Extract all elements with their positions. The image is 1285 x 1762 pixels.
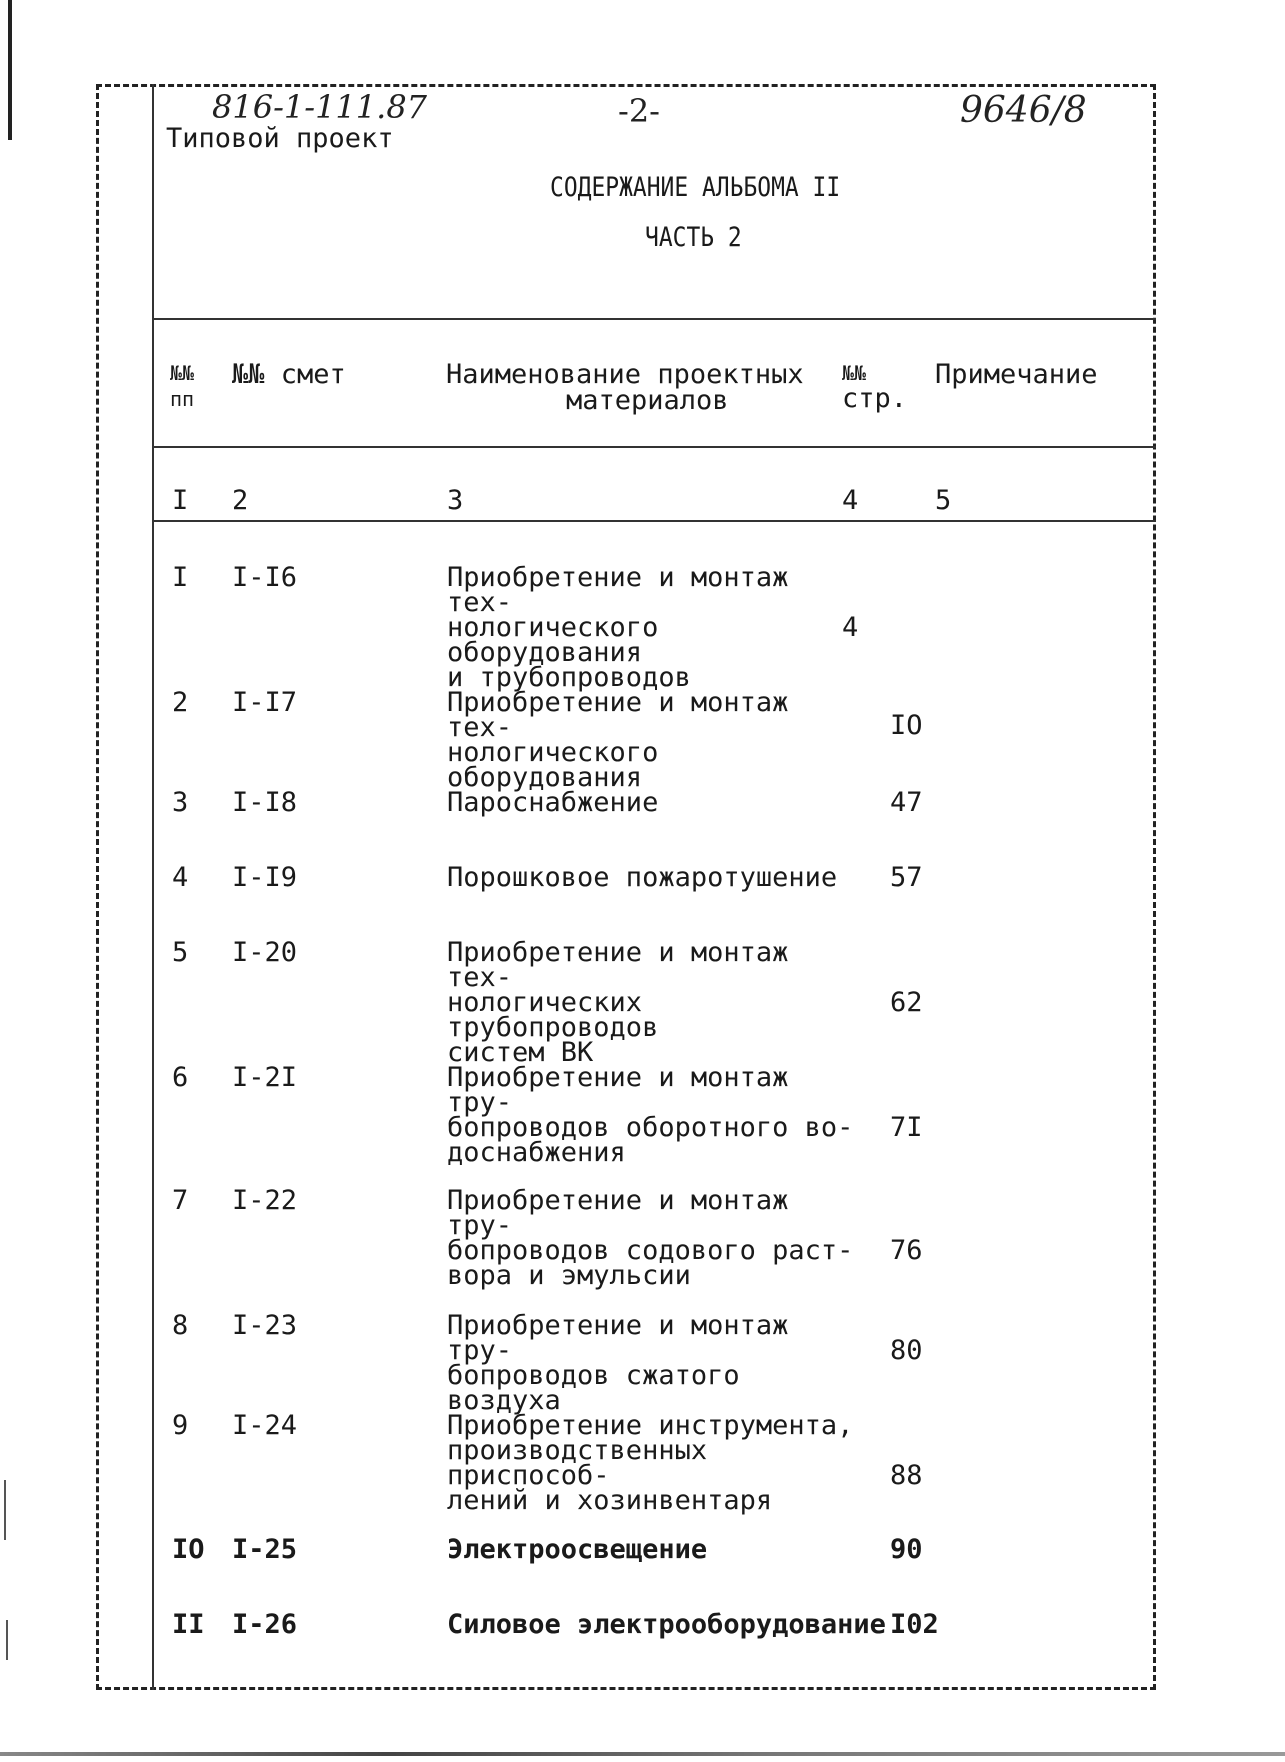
column-number-1: I [172, 485, 189, 516]
scan-artifact [8, 0, 12, 140]
header-col5: Примечание [935, 359, 1098, 390]
row-page: 4 [842, 612, 859, 643]
column-number-4: 4 [842, 485, 859, 516]
row-estimate: I-I9 [232, 862, 298, 893]
row-name: Приобретение инструмента, производственных приспособ- лений и хозинвентаря [447, 1410, 854, 1516]
row-page: 88 [890, 1460, 923, 1491]
row-estimate: I-20 [232, 937, 298, 968]
row-num: 5 [172, 937, 189, 968]
row-estimate: I-25 [232, 1534, 298, 1565]
row-num: IO [172, 1534, 205, 1565]
row-name: Приобретение и монтаж тех- нологического оборудования и трубопроводов [447, 562, 789, 693]
project-type: Типовой проект [166, 123, 394, 154]
table-top-rule [152, 318, 1156, 320]
column-numbers-bottom-rule [152, 520, 1156, 522]
row-estimate: I-26 [232, 1609, 298, 1640]
row-page: 76 [890, 1235, 923, 1266]
row-name: Приобретение и монтаж тех- нологических трубопроводов систем ВК [447, 937, 789, 1068]
header-col1-line1: №№ [170, 361, 195, 385]
row-estimate: I-23 [232, 1310, 298, 1341]
row-name: Электроосвещение [447, 1534, 708, 1565]
row-estimate: I-I8 [232, 787, 298, 818]
row-page: 7I [890, 1112, 923, 1143]
row-name: Приобретение и монтаж тру- бопроводов оборотного во- доснабжения [447, 1062, 854, 1168]
column-number-3: 3 [447, 485, 464, 516]
column-number-2: 2 [232, 485, 249, 516]
row-estimate: I-24 [232, 1410, 298, 1441]
header-col3-line2: материалов [566, 385, 729, 416]
header-col4-line2: стр. [842, 383, 908, 414]
row-num: II [172, 1609, 205, 1640]
binding-margin-line [152, 84, 154, 1690]
row-name: Приобретение и монтаж тех- нологического оборудования [447, 687, 789, 793]
row-name: Силовое электрооборудование [447, 1609, 886, 1640]
row-name: Приобретение и монтаж тру- бопроводов содового раст- вора и эмульсии [447, 1185, 854, 1291]
header-col4 [842, 360, 907, 412]
column-number-5: 5 [935, 485, 952, 516]
header-col4-line1: №№ [842, 361, 867, 385]
row-page: IO [890, 710, 923, 741]
project-code: 816-1-111.87 [212, 88, 428, 126]
row-num: 2 [172, 687, 189, 718]
header-col3-line1: Наименование проектных [446, 359, 804, 390]
scan-speck [4, 1480, 6, 1540]
inventory-number: 9646/8 [960, 90, 1087, 131]
row-num: 9 [172, 1410, 189, 1441]
row-page: 57 [890, 862, 923, 893]
row-name: Порошковое пожаротушение [447, 862, 838, 893]
page-number: -2- [618, 92, 660, 130]
row-estimate: I-2I [232, 1062, 298, 1093]
row-page: 90 [890, 1534, 923, 1565]
row-num: 7 [172, 1185, 189, 1216]
row-page: I02 [890, 1609, 939, 1640]
header-col3 [446, 359, 804, 416]
scan-speck [6, 1620, 8, 1660]
header-col1-line2: пп [170, 387, 195, 411]
header-col1 [170, 360, 194, 412]
row-estimate: I-I7 [232, 687, 298, 718]
row-name: Приобретение и монтаж тру- бопроводов сжатого воздуха [447, 1310, 789, 1416]
scan-bottom-edge [0, 1752, 1285, 1756]
row-page: 62 [890, 987, 923, 1018]
row-num: 8 [172, 1310, 189, 1341]
row-page: 47 [890, 787, 923, 818]
row-num: 3 [172, 787, 189, 818]
header-col2: №№ смет [232, 359, 346, 390]
row-page: 80 [890, 1335, 923, 1366]
header-bottom-rule [152, 446, 1156, 448]
row-estimate: I-22 [232, 1185, 298, 1216]
row-num: 4 [172, 862, 189, 893]
row-name: Пароснабжение [447, 787, 659, 818]
page-subtitle: ЧАСТЬ 2 [645, 222, 742, 253]
row-num: I [172, 562, 189, 593]
row-num: 6 [172, 1062, 189, 1093]
page-title: СОДЕРЖАНИЕ АЛЬБОМА II [550, 172, 841, 203]
row-estimate: I-I6 [232, 562, 298, 593]
